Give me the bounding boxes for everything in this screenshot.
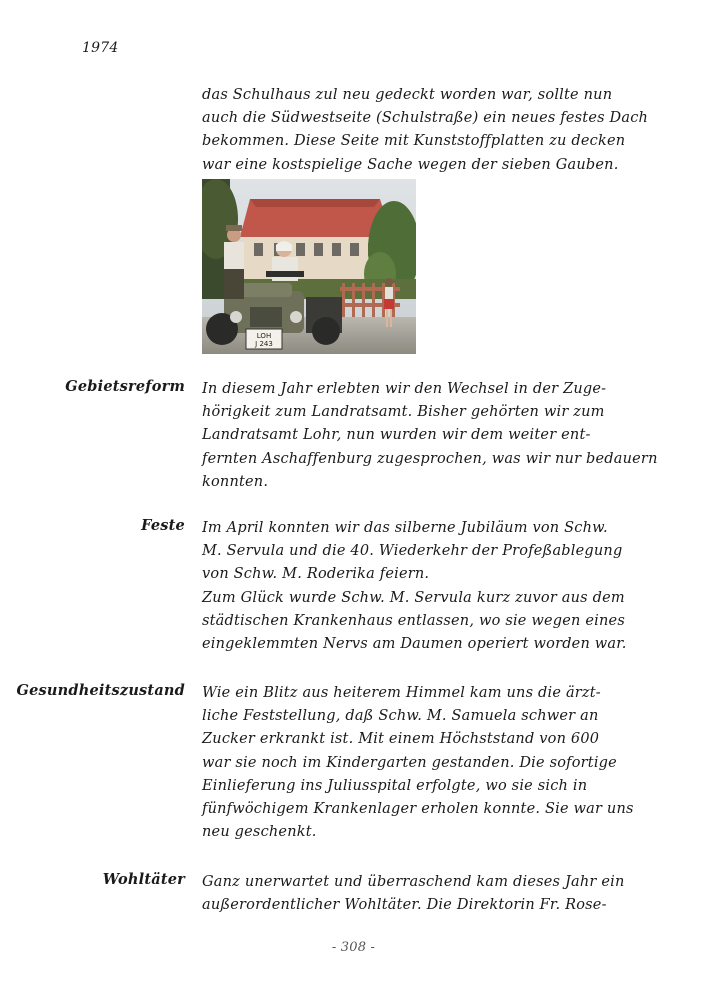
text-line: In diesem Jahr erlebten wir den Wechsel in der Zuge- (202, 381, 607, 397)
section-paragraph (202, 517, 632, 656)
text-line: außerordentlicher Wohltäter. Die Direktorin Fr. Rose- (202, 897, 607, 914)
text-line: Ganz unerwartet und überraschend kam dieses Jahr ein (202, 874, 625, 890)
text-line: neu geschenkt. (202, 824, 317, 841)
text-line: konnten. (202, 473, 269, 490)
photograph (202, 179, 416, 354)
text-line: bekommen. Diese Seite mit Kunststoffplatten zu decken (202, 133, 626, 150)
text-line: von Schw. M. Roderika feiern. (202, 566, 430, 583)
plate-line-2: J 243 (255, 340, 273, 348)
text-line: war sie noch im Kindergarten gestanden. Die sofortige (202, 754, 617, 771)
text-line: fernten Aschaffenburg zugesprochen, was wir nur bedauern (202, 450, 658, 467)
photo-illustration (202, 179, 416, 354)
section-paragraph (202, 871, 632, 917)
margin-label: Gesundheitszustand (16, 682, 185, 699)
page-year: 1974 (82, 40, 119, 56)
text-line: M. Servula und die 40. Wiederkehr der Profeßablegung (202, 543, 623, 560)
margin-label: Feste (141, 517, 185, 534)
margin-label: Wohltäter (102, 871, 185, 888)
text-line: fünfwöchigem Krankenlager erholen konnte. Sie war uns (202, 800, 634, 817)
text-line: war eine kostspielige Sache wegen der sieben Gauben. (202, 156, 619, 173)
intro-paragraph (202, 84, 649, 177)
text-line: städtischen Krankenhaus entlassen, wo sie wegen eines (202, 612, 625, 629)
section-paragraph (202, 682, 632, 844)
section-paragraph (202, 378, 658, 494)
text-line: das Schulhaus zul neu gedeckt worden war, sollte nun (202, 87, 613, 103)
text-line: Wie ein Blitz aus heiterem Himmel kam uns die ärzt- (202, 685, 601, 701)
margin-label: Gebietsreform (65, 378, 185, 395)
text-line: hörigkeit zum Landratsamt. Bisher gehörten wir zum (202, 404, 605, 421)
text-line: Im April konnten wir das silberne Jubiläum von Schw. (202, 520, 608, 536)
text-line: liche Feststellung, daß Schw. M. Samuela schwer an (202, 708, 599, 725)
text-line: Zum Glück wurde Schw. M. Servula kurz zuvor aus dem (202, 589, 625, 606)
plate-line-1: LOH (256, 332, 272, 340)
text-line: auch die Südwestseite (Schulstraße) ein neues festes Dach (202, 110, 649, 127)
text-line: eingeklemmten Nervs am Daumen operiert worden war. (202, 635, 627, 652)
text-line: Zucker erkrankt ist. Mit einem Höchststand von 600 (202, 731, 600, 748)
page-number: - 308 - (331, 940, 376, 955)
text-line: Landratsamt Lohr, nun wurden wir dem weiter ent- (202, 427, 591, 444)
text-line: Einlieferung ins Juliusspital erfolgte, wo sie sich in (202, 777, 588, 794)
